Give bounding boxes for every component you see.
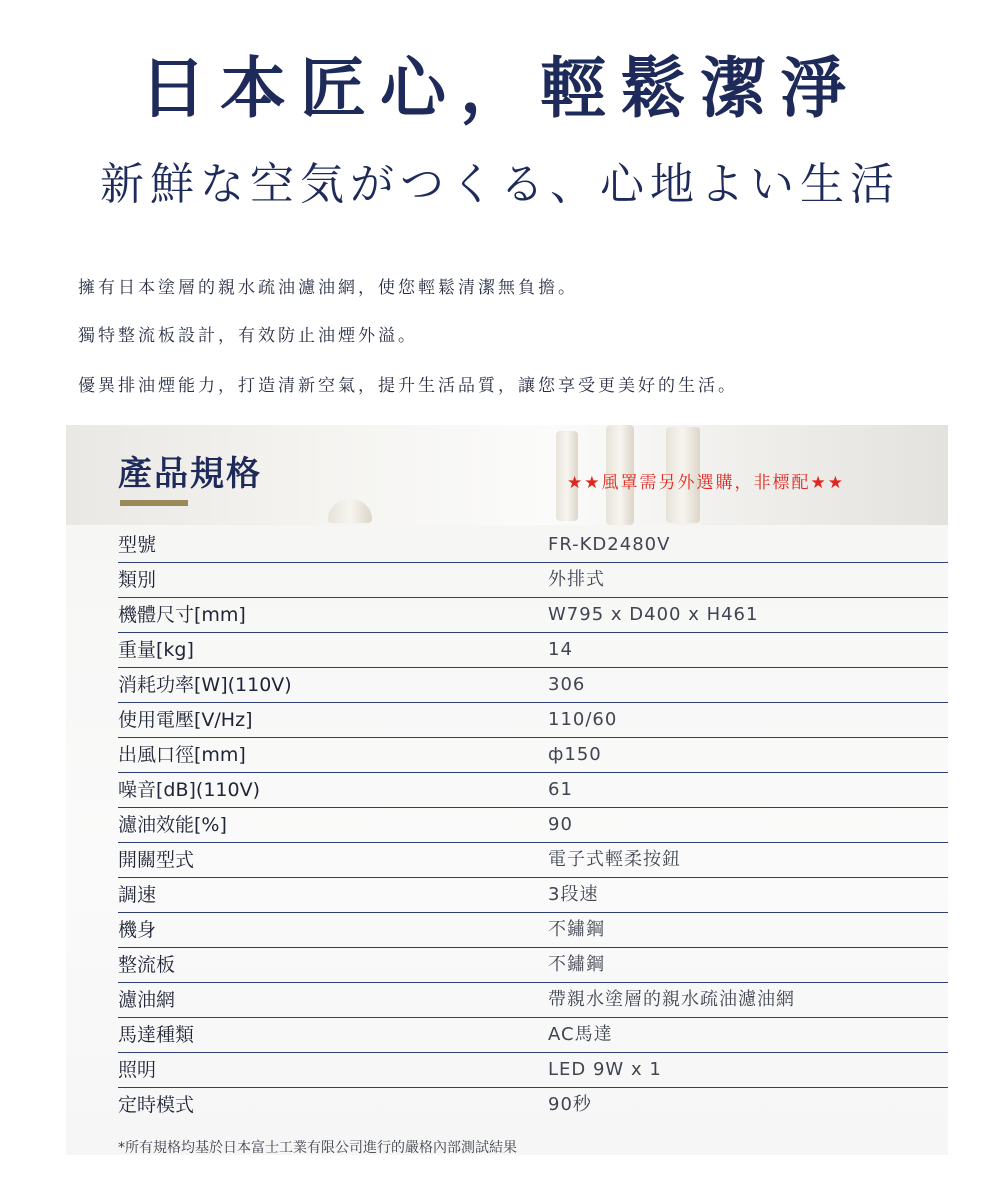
- spec-value: FR-KD2480V: [548, 534, 671, 555]
- spec-row: [118, 877, 948, 913]
- spec-row: [118, 772, 948, 808]
- spec-row: [118, 842, 948, 878]
- spec-value: 帶親水塗層的親水疏油濾油網: [548, 989, 795, 1010]
- spec-value: LED 9W x 1: [548, 1059, 662, 1080]
- spec-row: [118, 1052, 948, 1088]
- spec-label: 開關型式: [118, 849, 195, 871]
- spec-value: 電子式輕柔按鈕: [548, 849, 681, 870]
- spec-label: 定時模式: [118, 1094, 195, 1116]
- spec-label: 消耗功率[W](110V): [118, 674, 292, 696]
- spec-value: 不鏽鋼: [548, 954, 605, 975]
- spec-row: [118, 632, 948, 668]
- spec-value: 61: [548, 779, 573, 800]
- spec-row: [118, 737, 948, 773]
- description-2: 獨特整流板設計，有效防止油煙外溢。: [78, 326, 418, 346]
- decor-bowl-image: [328, 499, 372, 523]
- spec-value: 外排式: [548, 569, 605, 590]
- subheadline: 新鮮な空気がつくる、心地よい生活: [100, 159, 900, 210]
- spec-label: 型號: [118, 534, 157, 556]
- description-1: 擁有日本塗層的親水疏油濾油網，使您輕鬆清潔無負擔。: [78, 278, 578, 298]
- spec-value: 14: [548, 639, 573, 660]
- spec-value: W795 x D400 x H461: [548, 604, 759, 625]
- spec-label: 調速: [118, 884, 157, 906]
- spec-row: [118, 1017, 948, 1053]
- spec-value: 90秒: [548, 1094, 592, 1115]
- description-3: 優異排油煙能力，打造清新空氣，提升生活品質，讓您享受更美好的生活。: [78, 376, 738, 396]
- spec-label: 使用電壓[V/Hz]: [118, 709, 253, 731]
- optional-hood-notice: ★★風罩需另外選購，非標配★★: [567, 473, 845, 493]
- spec-value: 90: [548, 814, 573, 835]
- spec-label: 照明: [118, 1059, 157, 1081]
- spec-label: 機體尺寸[mm]: [118, 604, 246, 626]
- spec-label: 整流板: [118, 954, 176, 976]
- headline: 日本匠心，輕鬆潔淨: [140, 50, 860, 127]
- spec-label: 類別: [118, 569, 157, 591]
- spec-label: 濾油網: [118, 989, 176, 1011]
- spec-label: 出風口徑[mm]: [118, 744, 246, 766]
- spec-label: 機身: [118, 919, 157, 941]
- spec-value: ф150: [548, 744, 602, 765]
- spec-row: [118, 667, 948, 703]
- spec-row: [118, 807, 948, 843]
- spec-row: [118, 912, 948, 948]
- spec-footnote: *所有規格均基於日本富士工業有限公司進行的嚴格內部測試結果: [118, 1140, 517, 1156]
- spec-row: [118, 562, 948, 598]
- spec-label: 噪音[dB](110V): [118, 779, 261, 801]
- spec-value: 不鏽鋼: [548, 919, 605, 940]
- spec-value: 306: [548, 674, 586, 695]
- spec-label: 馬達種類: [118, 1024, 195, 1046]
- spec-row: [118, 1087, 948, 1122]
- spec-label: 重量[kg]: [118, 639, 194, 661]
- spec-label: 濾油效能[%]: [118, 814, 227, 836]
- spec-value: AC馬達: [548, 1024, 613, 1045]
- spec-row: [118, 702, 948, 738]
- spec-row: [118, 597, 948, 633]
- spec-row: [118, 982, 948, 1018]
- spec-title: 產品規格: [118, 454, 262, 494]
- spec-row: [118, 947, 948, 983]
- spec-value: 3段速: [548, 884, 599, 905]
- spec-row: [118, 527, 948, 563]
- spec-title-underline: [120, 500, 188, 506]
- spec-value: 110/60: [548, 709, 618, 730]
